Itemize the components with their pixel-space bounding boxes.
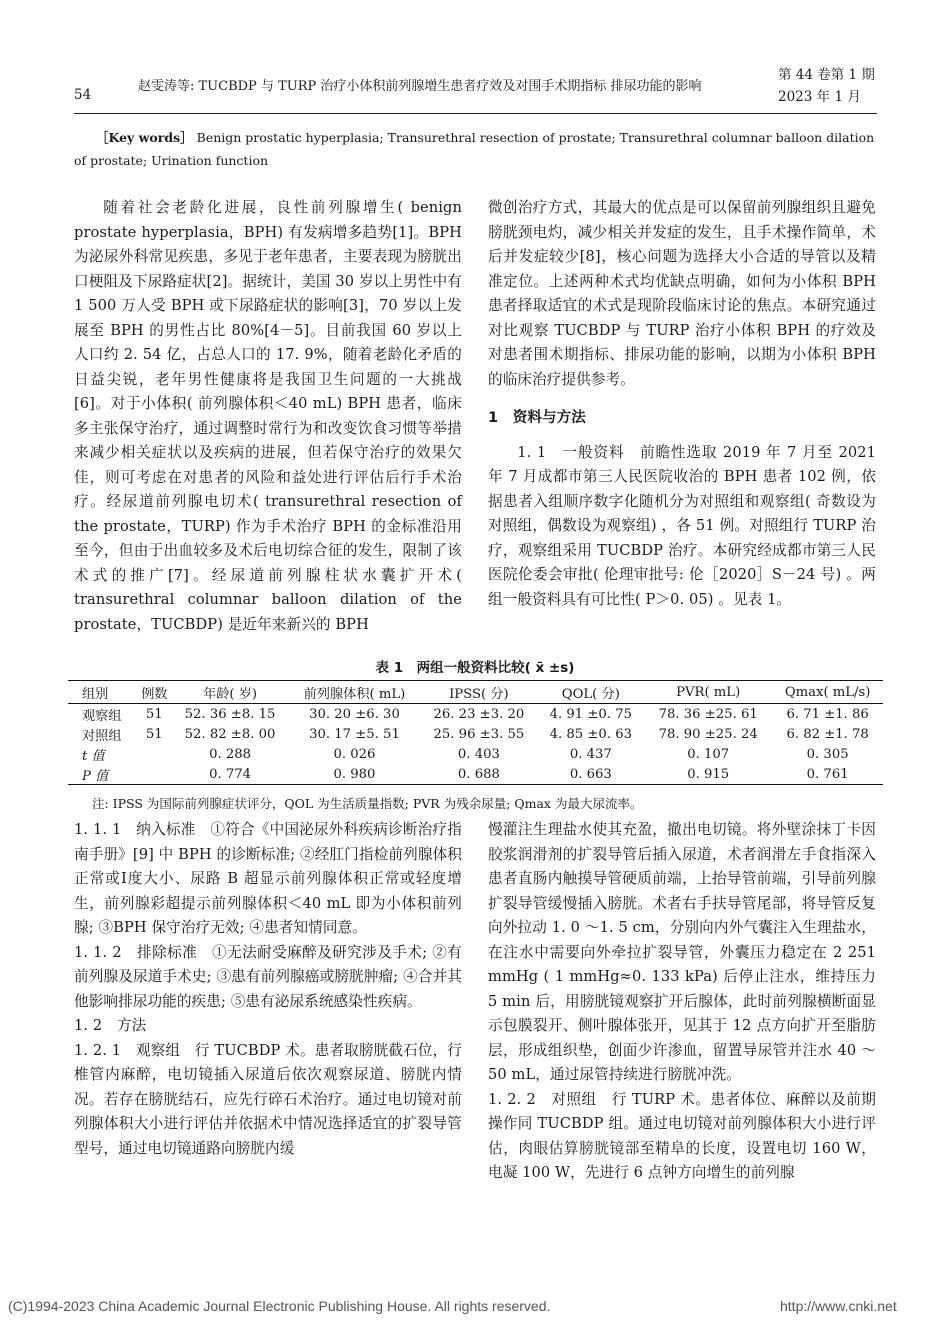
table-cell: 6. 82 ±1. 78 bbox=[786, 726, 869, 742]
table-row bbox=[68, 704, 883, 725]
table-cell: 0. 774 bbox=[171, 764, 288, 785]
keywords-label: ［Key words］ bbox=[96, 130, 193, 145]
observation-method-continuation: 慢灌注生理盐水使其充盈，撤出电切镜。将外壁涂抹丁卡因胶浆润滑剂的扩裂导管后插入尿道，术者润滑左手食指深入患者直肠内触摸导管硬质前端，上抬导管前端，引导前列腺扩裂导管缓慢插入膀胱。术者右手扶导管尾部，将导管反复向外拉动 1. 0 ～1. 5 cm，分别向内外气囊注入生理盐水，在注水中需要向外牵拉扩裂导管，外囊压力稳定在 2 251 mmHg ( 1 mmHg≈0. 133 kPa) 后停止注水，维持压力 5 min 后，用膀胱镜观察扩开后腺体，此时前列腺横断面显示包膜裂开、侧叶腺体张开，见其于 12 点方向扩开至脂肪层，形成组织垫，创面少许渗血，留置导尿管并注水 40 ～50 mL，通过尿管持续进行膀胱冲洗。 bbox=[488, 821, 876, 1083]
table-cell: 对照组 bbox=[82, 728, 122, 744]
table-cell: 26. 23 ±3. 20 bbox=[433, 706, 525, 722]
table-cell bbox=[137, 744, 171, 764]
copyright-notice: (C)1994-2023 China Academic Journal Electronic Publishing House. All rights reserved. bbox=[8, 1298, 551, 1314]
table-cell: 6. 71 ±1. 86 bbox=[786, 706, 869, 722]
table-cell: t 值 bbox=[82, 748, 105, 764]
control-group-method: 1. 2. 2 对照组 行 TURP 术。患者体位、麻醉以及前期操作同 TUCBDP 组。通过电切镜对前列腺体积大小进行评估，肉眼估算膀胱镜部至精阜的长度，设置电切 160 W，电凝 100 W，先进行 6 点钟方向增生的前列腺 bbox=[488, 1090, 876, 1181]
intro-left-column bbox=[74, 196, 462, 637]
running-title: 赵雯涛等: TUCBDP 与 TURP 治疗小体积前列腺增生患者疗效及对围手术期指标 排尿功能的影响 bbox=[138, 79, 702, 94]
col-prostate-volume: 前列腺体积( mL) bbox=[289, 681, 421, 704]
methods-heading: 1. 2 方法 bbox=[74, 1017, 147, 1034]
intro-paragraph: 随着社会老龄化进展，良性前列腺增生( benign prostate hyperplasia，BPH) 有发病增多趋势[1]。BPH 为泌尿外科常见疾患，多见于老年患者，主要表现为膀胱出口梗阻及下尿路症状[2]。据统计，美国 30 岁以上男性中有 1 500 万人受 BPH 或下尿路症状的影响[3]，70 岁以上发展至 BPH 的男性占比 80%[4－5]。目前我国 60 岁以上人口约 2. 54 亿，占总人口的 17. 9%，随着老龄化矛盾的日益尖锐，老年男性健康将是我国卫生问题的一大挑战[6]。对于小体积( 前列腺体积＜40 mL) BPH 患者，临床多主张保守治疗，通过调整时常行为和改变饮食习惯等举措来减少相关症状以及疾病的进展，但若保守治疗的效果欠佳，则可考虑在对患者的风险和益处进行评估后行手术治疗。经尿道前列腺电切术( transurethral resection of the prostate，TURP) 作为手术治疗 BPH 的金标准沿用至今，但由于出血较多及术后电切综合征的发生，限制了该术式的推广[7]。经尿道前列腺柱状水囊扩开术( transurethral columnar balloon dilation of the prostate，TUCBDP) 是近年来新兴的 BPH bbox=[74, 199, 462, 633]
col-group: 组别 bbox=[68, 681, 137, 704]
table-cell: 51 bbox=[145, 726, 163, 742]
general-data-paragraph: 1. 1 一般资料 前瞻性选取 2019 年 7 月至 2021 年 7 月成都市第三人民医院收治的 BPH 患者 102 例，依据患者入组顺序数字化随机分为对照组和观察组( 奇数设为对照组，偶数设为观察组) ，各 51 例。对照组行 TURP 治疗，观察组采用 TUCBDP 治疗。本研究经成都市第三人民医院伦委会审批( 伦理审批号: 伦［2020］S－24 号) 。两组一般资料具有可比性( P＞0. 05) 。见表 1。 bbox=[488, 443, 876, 608]
volume-issue: 第 44 卷第 1 期 bbox=[778, 67, 875, 83]
table-cell: 51 bbox=[145, 706, 163, 722]
table-cell: 观察组 bbox=[82, 708, 122, 724]
col-qol: QOL( 分) bbox=[538, 681, 645, 704]
keywords bbox=[74, 126, 877, 172]
col-ipss: IPSS( 分) bbox=[420, 681, 537, 704]
table-cell: 30. 17 ±5. 51 bbox=[309, 726, 400, 742]
table-cell: 0. 305 bbox=[806, 746, 849, 762]
page-number: 54 bbox=[74, 87, 92, 103]
table-note: 注: IPSS 为国际前列腺症状评分，QOL 为生活质量指数; PVR 为残余尿量; Qmax 为最大尿流率。 bbox=[92, 796, 643, 811]
table-row bbox=[68, 764, 883, 785]
inclusion-criteria: 1. 1. 1 纳入标准 ①符合《中国泌尿外科疾病诊断治疗指南手册》[9] 中 BPH 的诊断标准; ②经肛门指检前列腺体积正常或Ⅰ度大小、尿路 B 超显示前列腺体积正常或轻度增生，前列腺彩超提示前列腺体积＜40 mL 即为小体积前列腺; ③BPH 保守治疗无效; ④患者知情同意。 bbox=[74, 821, 462, 936]
keywords-text: Benign prostatic hyperplasia; Transurethral resection of prostate; Transurethral columnar balloon dilation of prostate; Urination function bbox=[74, 130, 875, 168]
table-cell: P 值 bbox=[68, 764, 137, 785]
table-cell: 0. 663 bbox=[538, 764, 645, 785]
exclusion-criteria: 1. 1. 2 排除标准 ①无法耐受麻醉及研究涉及手术; ②有前列腺及尿道手术史; ③患有前列腺癌或膀胱肿瘤; ④合并其他影响排尿功能的疾患; ⑤患有泌尿系统感染性疾病。 bbox=[74, 943, 462, 1010]
observation-group-method: 1. 2. 1 观察组 行 TUCBDP 术。患者取膀胱截石位，行椎管内麻醉，电切镜插入尿道后依次观察尿道、膀胱内情况。若存在膀胱结石，应先行碎石术治疗。通过电切镜对前列腺体积大小进行评估并依据术中情况选择适宜的扩裂导管型号，通过电切镜通路向膀胱内缓 bbox=[74, 1041, 462, 1157]
table-cell: 0. 980 bbox=[289, 764, 421, 785]
col-qmax: Qmax( mL/s) bbox=[772, 681, 883, 704]
table-row bbox=[68, 724, 883, 744]
table-cell: 0. 403 bbox=[457, 746, 500, 762]
table-cell: 52. 82 ±8. 00 bbox=[184, 726, 276, 742]
table-cell: 4. 85 ±0. 63 bbox=[549, 726, 632, 742]
table-cell: 30. 20 ±6. 30 bbox=[309, 706, 400, 722]
intro-continuation: 微创治疗方式，其最大的优点是可以保留前列腺组织且避免膀胱颈电灼，减少相关并发症的发生，且手术操作简单，术后并发症较少[8]，核心问题为选择大小合适的导管以及精准定位。上述两种术式均优缺点明确，如何为小体积 BPH 患者择取适宜的术式是现阶段临床讨论的焦点。本研究通过对比观察 TUCBDP 与 TURP 治疗小体积 BPH 的疗效及对患者围术期指标、排尿功能的影响，以期为小体积 BPH 的临床治疗提供参考。 bbox=[488, 199, 876, 388]
table-cell: 25. 96 ±3. 55 bbox=[433, 726, 525, 742]
table-cell: 0. 026 bbox=[333, 746, 376, 762]
intro-right-column bbox=[488, 196, 876, 612]
table-cell: 0. 437 bbox=[569, 746, 612, 762]
table-row bbox=[68, 744, 883, 764]
table-cell: 78. 36 ±25. 61 bbox=[658, 706, 758, 722]
col-cases: 例数 bbox=[137, 681, 171, 704]
methods-left-column bbox=[74, 818, 462, 1161]
header-rule bbox=[74, 113, 877, 114]
cnki-url[interactable]: http://www.cnki.net bbox=[780, 1298, 897, 1314]
table-cell: 0. 107 bbox=[687, 746, 730, 762]
general-data-table bbox=[68, 680, 883, 785]
table-cell bbox=[137, 764, 171, 785]
section-title-methods: 1 资料与方法 bbox=[488, 410, 586, 426]
col-pvr: PVR( mL) bbox=[644, 681, 772, 704]
table-cell: 0. 761 bbox=[772, 764, 883, 785]
table-header-row bbox=[68, 681, 883, 704]
table-cell: 4. 91 ±0. 75 bbox=[549, 706, 632, 722]
table-cell: 0. 688 bbox=[420, 764, 537, 785]
col-age: 年龄( 岁) bbox=[171, 681, 288, 704]
table-cell: 0. 288 bbox=[209, 746, 252, 762]
table-cell: 78. 90 ±25. 24 bbox=[658, 726, 758, 742]
table-cell: 52. 36 ±8. 15 bbox=[184, 706, 276, 722]
table-cell: 0. 915 bbox=[644, 764, 772, 785]
table-caption: 表 1 两组一般资料比较( x̄ ±s) bbox=[375, 660, 575, 676]
methods-right-column bbox=[488, 818, 876, 1186]
issue-date: 2023 年 1 月 bbox=[778, 89, 861, 105]
